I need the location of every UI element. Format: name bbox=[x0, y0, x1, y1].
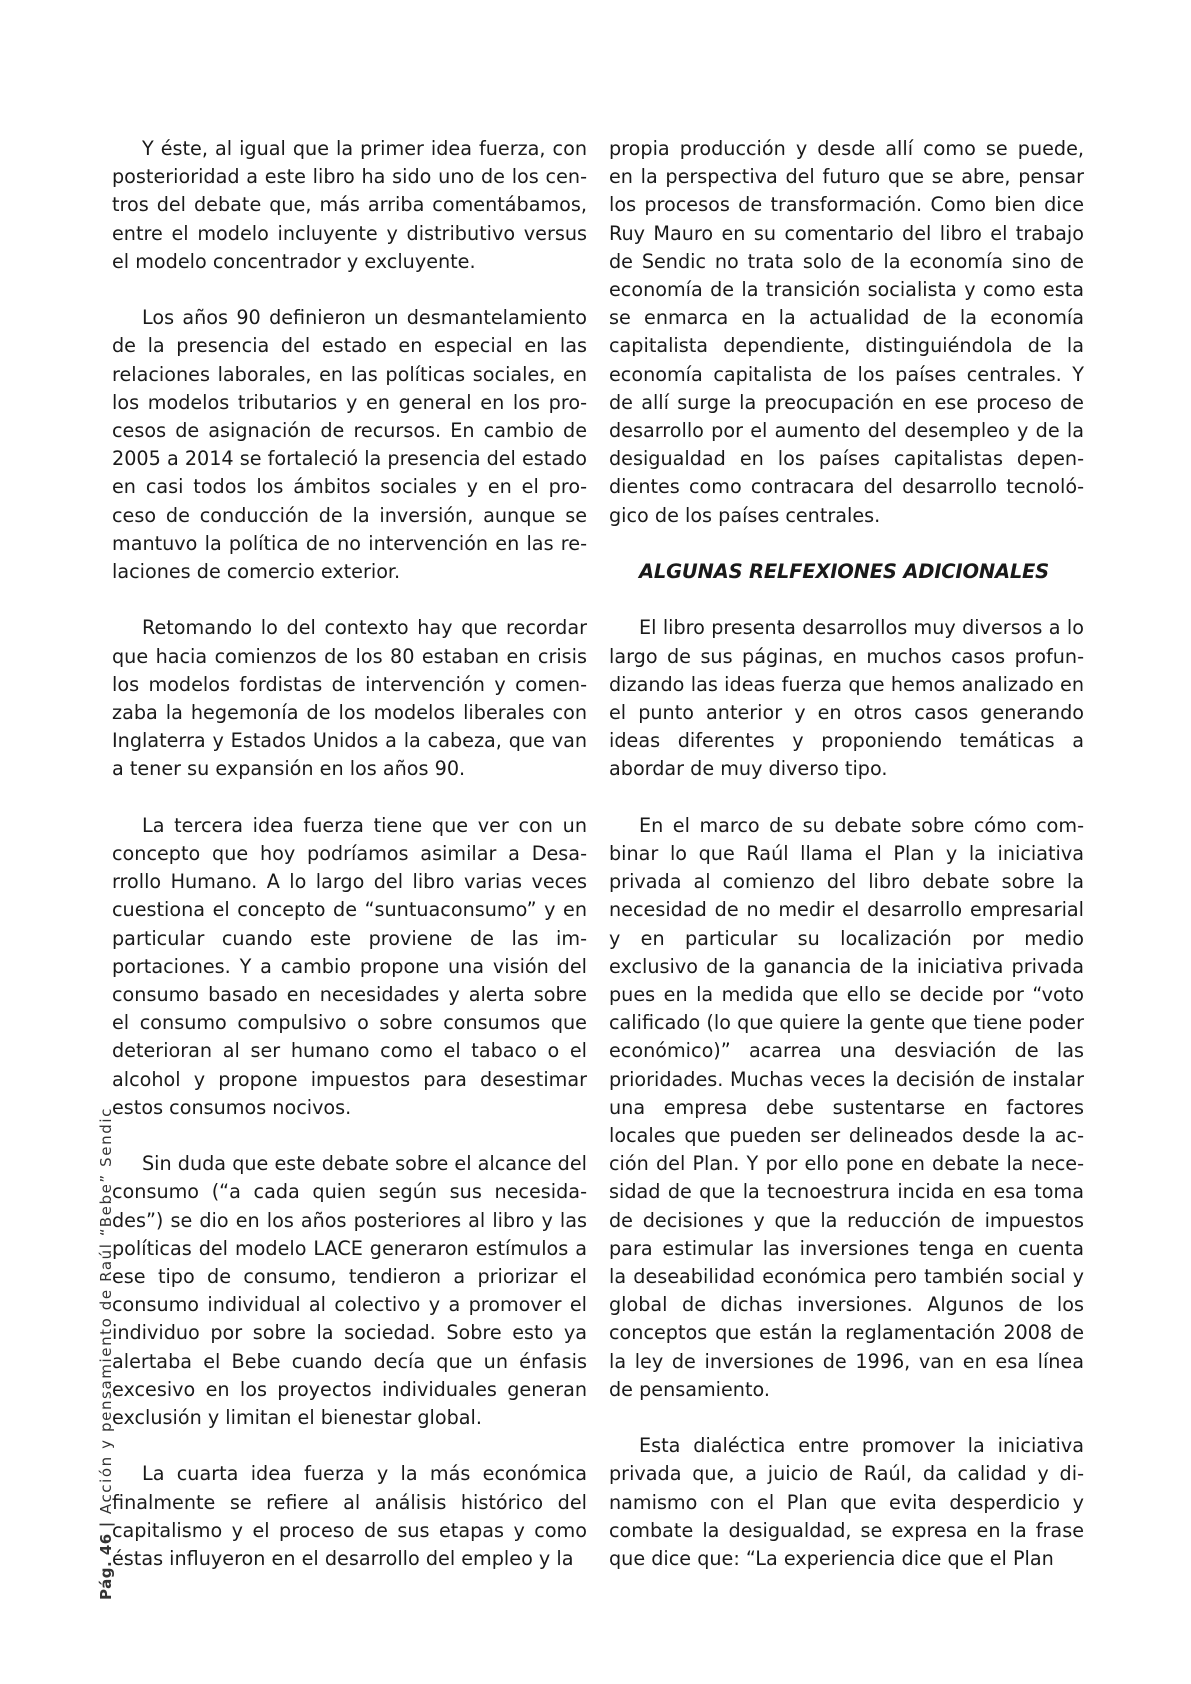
book-title: Acción y pensamiento de Raúl “Bebe” Sendic bbox=[97, 1107, 115, 1515]
right-column bbox=[609, 135, 1084, 1601]
paragraph: La tercera idea fuerza tiene que ver con un concepto que hoy podríamos asimilar a Desarrollo Humano. A lo largo del libro varias veces cuestiona el concepto de “suntuaconsumo” y en particular cuando este proviene de las importaciones. Y a cambio propone una visión del consumo basado en necesidades y alerta sobre el consumo compulsivo o sobre consumos que deterioran al ser humano como el tabaco o el alcohol y propone impuestos para desestimar estos consumos nocivos. bbox=[112, 813, 587, 1119]
paragraph: Retomando lo del contexto hay que recordar que hacia comienzos de los 80 estaban en crisis los modelos fordistas de intervención y comenzaba la hegemonía de los modelos liberales con Inglaterra y Estados Unidos a la cabeza, que van a tener su expansión en los años 90. bbox=[112, 616, 587, 781]
paragraph-continuation: propia producción y desde allí como se puede, en la perspectiva del futuro que se abre, pensar los procesos de transformación. Como bien dice Ruy Mauro en su comentario del libro el trabajo de Sendic no trata solo de la economía sino de economía de la transición socialista y como esta se enmarca en la actualidad de la economía capitalista dependiente, distinguiéndola de la economía capitalista de los países centrales. Y de allí surge la preocupación en ese proceso de desarrollo por el aumento del desempleo y de la desigualdad en los países capitalistas dependientes como contracara del desarrollo tecnológico de los países centrales. bbox=[609, 137, 1084, 527]
footer-separator: | bbox=[97, 1520, 115, 1528]
left-column bbox=[112, 135, 587, 1601]
paragraph: El libro presenta desarrollos muy diversos a lo largo de sus páginas, en muchos casos profundizando las ideas fuerza que hemos analizado en el punto anterior y en otros casos generando ideas diferentes y proponiendo temáticas a abordar de muy diverso tipo. bbox=[609, 616, 1084, 781]
paragraph: Sin duda que este debate sobre el alcance del consumo (“a cada quien según sus necesidades”) se dio en los años posteriores al libro y las políticas del modelo LACE generaron estímulos a ese tipo de consumo, tendieron a priorizar el consumo individual al colectivo y a promover el individuo por sobre la sociedad. Sobre esto ya alertaba el Bebe cuando decía que un énfasis excesivo en los proyectos individuales generan exclusión y limitan el bienestar global. bbox=[112, 1152, 587, 1430]
section-heading: ALGUNAS RELFEXIONES ADICIONALES bbox=[639, 560, 1050, 584]
paragraph: En el marco de su debate sobre cómo combinar lo que Raúl llama el Plan y la iniciativa privada al comienzo del libro debate sobre la necesidad de no medir el desarrollo empresarial y en particular su localización por medio exclusivo de la ganancia de la iniciativa privada pues en la medida que ello se decide por “voto calificado (lo que quiere la gente que tiene poder económico)” acarrea una desviación de las prioridades. Muchas veces la decisión de instalar una empresa debe sustentarse en factores locales que pueden ser delineados desde la acción del Plan. Y por ello pone en debate la necesidad de que la tecnoestrura incida en esa toma de decisiones y que la reducción de impuestos para estimular las inversiones tenga en cuenta la deseabilidad económica pero también social y global de dichas inversiones. Algunos de los conceptos que están la reglamentación 2008 de la ley de inversiones de 1996, van en esa línea de pensamiento. bbox=[609, 813, 1084, 1401]
paragraph: Los años 90 definieron un desmantelamiento de la presencia del estado en especial en las relaciones laborales, en las políticas sociales, en los modelos tributarios y en general en los procesos de asignación de recursos. En cambio de 2005 a 2014 se fortaleció la presencia del estado en casi todos los ámbitos sociales y en el proceso de conducción de la inversión, aunque se mantuvo la política de no intervención en las relaciones de comercio exterior. bbox=[112, 306, 587, 584]
page-number: Pág. 46 bbox=[97, 1533, 115, 1600]
paragraph: Esta dialéctica entre promover la iniciativa privada que, a juicio de Raúl, da calidad y dinamismo con el Plan que evita desperdicio y combate la desigualdad, se expresa en la frase que dice que: “La experiencia dice que el Plan bbox=[609, 1434, 1084, 1571]
paragraph: La cuarta idea fuerza y la más económica finalmente se refiere al análisis histórico del capitalismo y el proceso de sus etapas y como éstas influyeron en el desarrollo del empleo y la bbox=[112, 1462, 587, 1571]
running-footer bbox=[97, 1107, 115, 1600]
paragraph: Y éste, al igual que la primer idea fuerza, con posterioridad a este libro ha sido uno de los centros del debate que, más arriba comentábamos, entre el modelo incluyente y distributivo versus el modelo concentrador y excluyente. bbox=[112, 137, 587, 273]
